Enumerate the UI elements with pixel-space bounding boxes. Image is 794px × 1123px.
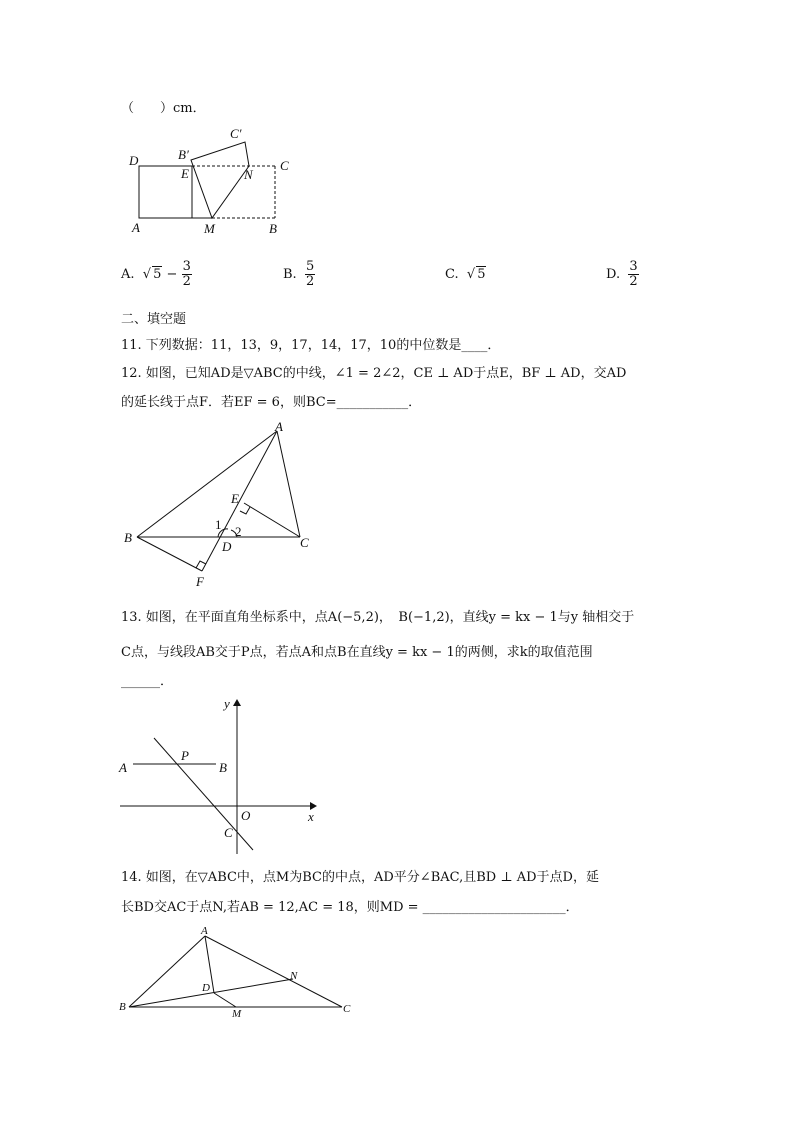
- q12-figure: [122, 419, 322, 593]
- q12-label-a: A: [275, 419, 283, 434]
- q14-line2: 长BD交AC于点N,若AB = 12,AC = 18，则MD = ______________________．: [121, 900, 579, 915]
- q13-label-a: A: [119, 760, 127, 775]
- q11-text: 11. 下列数据：11，13，9，17，14，17，10的中位数是____．: [121, 338, 501, 353]
- q13-label-b: B: [219, 760, 227, 775]
- q14-label-c: C: [343, 1003, 351, 1015]
- q10-label-d: D: [129, 153, 139, 168]
- q12-label-e: E: [231, 491, 239, 506]
- option-letter: A.: [121, 267, 135, 282]
- q10-label-n: N: [244, 167, 253, 182]
- q13-label-x: x: [308, 809, 314, 824]
- q12-label-b: B: [124, 530, 132, 545]
- q12-label-c: C: [300, 535, 309, 550]
- option-expr: √ 5: [466, 267, 486, 282]
- q13-line1: 13. 如图，在平面直角坐标系中，点A(−5,2)， B(−1,2)，直线y = kx − 1与y 轴相交于: [121, 610, 635, 625]
- q14-label-d: D: [202, 982, 210, 994]
- q10-label-m: M: [204, 221, 215, 236]
- q14-line1: 14. 如图，在▽ABC中，点M为BC的中点，AD平分∠BAC,且BD ⊥ AD于点D，延: [121, 870, 599, 885]
- option-expr: √ 5 − $\frac{3}{2}$: [142, 259, 191, 289]
- q14-label-m: M: [232, 1008, 242, 1020]
- q13-label-p: P: [181, 748, 189, 763]
- q10-label-b-prime: B′: [178, 147, 189, 162]
- q12-label-angle1: 1: [215, 517, 222, 532]
- q13-label-o: O: [241, 808, 251, 823]
- option-letter: D.: [606, 267, 621, 282]
- q13-label-c: C: [224, 825, 233, 840]
- q10-option-b: [283, 260, 315, 289]
- q10-option-a: [121, 260, 192, 289]
- q10-figure: [125, 122, 305, 237]
- q12-label-d: D: [222, 539, 232, 554]
- q12-line2: 的延长线于点F．若EF = 6，则BC=___________．: [121, 395, 422, 410]
- option-letter: C.: [445, 267, 459, 282]
- q13-line2: C点，与线段AB交于P点，若点A和点B在直线y = kx − 1的两侧，求k的取值范围: [121, 645, 593, 660]
- q14-label-a: A: [201, 925, 208, 937]
- q14-label-n: N: [290, 970, 298, 982]
- section-title: 二、填空题: [121, 312, 187, 327]
- option-expr: $\frac{3}{2}$: [629, 259, 638, 289]
- q10-option-c: [445, 266, 486, 282]
- q14-figure: [117, 924, 357, 1019]
- option-expr: $\frac{5}{2}$: [305, 259, 315, 289]
- option-letter: B.: [283, 267, 297, 282]
- q10-label-e: E: [181, 166, 189, 181]
- q10-label-c-prime: C′: [230, 126, 242, 141]
- q12-line1: 12. 如图，已知AD是▽ABC的中线，∠1 = 2∠2，CE ⊥ AD于点E，BF ⊥ AD，交AD: [121, 366, 627, 381]
- q10-label-a: A: [132, 220, 140, 235]
- q13-figure: [118, 694, 328, 854]
- q13-line3: ______．: [121, 674, 174, 689]
- q10-label-c: C: [280, 158, 289, 173]
- q10-option-d: [606, 260, 639, 289]
- q12-label-angle2: 2: [235, 524, 242, 539]
- q10-stem-tail: （ ）cm．: [121, 101, 206, 116]
- q12-label-f: F: [196, 574, 204, 589]
- q13-label-y: y: [224, 696, 230, 711]
- q14-label-b: B: [119, 1001, 126, 1013]
- q10-label-b: B: [269, 221, 277, 236]
